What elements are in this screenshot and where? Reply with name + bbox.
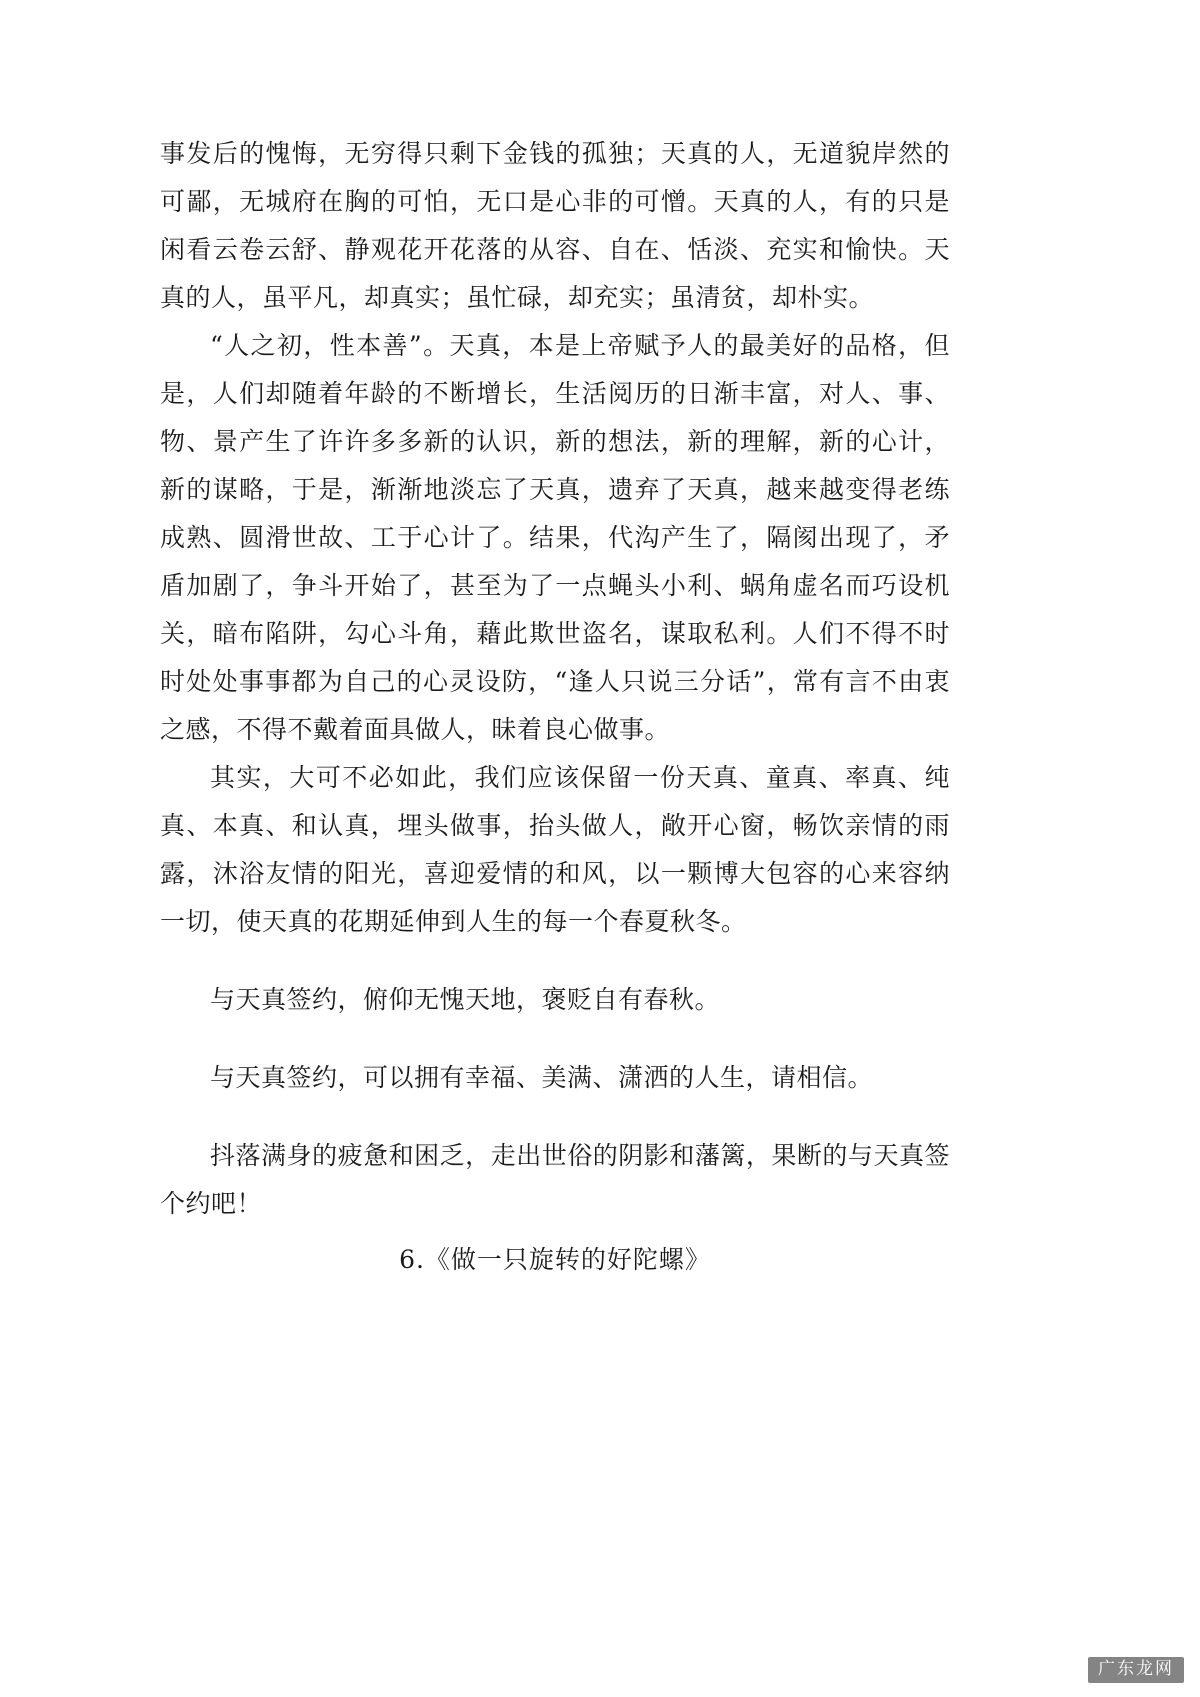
paragraph-6: 抖落满身的疲惫和困乏，走出世俗的阴影和藩篱，果断的与天真签个约吧！ [160, 1141, 950, 1218]
paragraph-4: 与天真签约，俯仰无愧天地，褒贬自有春秋。 [210, 985, 721, 1014]
paragraph-1: 事发后的愧悔，无穷得只剩下金钱的孤独；天真的人，无道貌岸然的可鄙，无城府在胸的可怕，无口是心非的可憎。天真的人，有的只是闲看云卷云舒、静观花开花落的从容、自在、恬淡、充实和愉快。天真的人，虽平凡，却真实；虽忙碌，却充实；虽清贫，却朴实。 [160, 139, 950, 312]
watermark-label: 广东龙网 [1088, 1657, 1184, 1683]
paragraph-5: 与天真签约，可以拥有幸福、美满、潇洒的人生，请相信。 [210, 1063, 874, 1092]
paragraph-3: 其实，大可不必如此，我们应该保留一份天真、童真、率真、纯真、本真、和认真，埋头做事，抬头做人，敞开心窗，畅饮亲情的雨露，沐浴友情的阳光，喜迎爱情的和风，以一颗博大包容的心来容纳一切，使天真的花期延伸到人生的每一个春夏秋冬。 [160, 763, 950, 936]
watermark [1088, 1657, 1184, 1683]
paragraph-2: “人之初，性本善”。天真，本是上帝赋予人的最美好的品格，但是，人们却随着年龄的不断增长，生活阅历的日渐丰富，对人、事、物、景产生了许许多多新的认识，新的想法，新的理解，新的心计，新的谋略，于是，渐渐地淡忘了天真，遗弃了天真，越来越变得老练成熟、圆滑世故、工于心计了。结果，代沟产生了，隔阂出现了，矛盾加剧了，争斗开始了，甚至为了一点蝇头小利、蜗角虚名而巧设机关，暗布陷阱，勾心斗角，藉此欺世盗名，谋取私利。人们不得不时时处处事事都为自己的心灵设防，“逢人只说三分话”，常有言不由衷之感，不得不戴着面具做人，昧着良心做事。 [160, 331, 950, 744]
section-title: 6.《做一只旋转的好陀螺》 [399, 1245, 711, 1274]
document-body [160, 130, 950, 1228]
